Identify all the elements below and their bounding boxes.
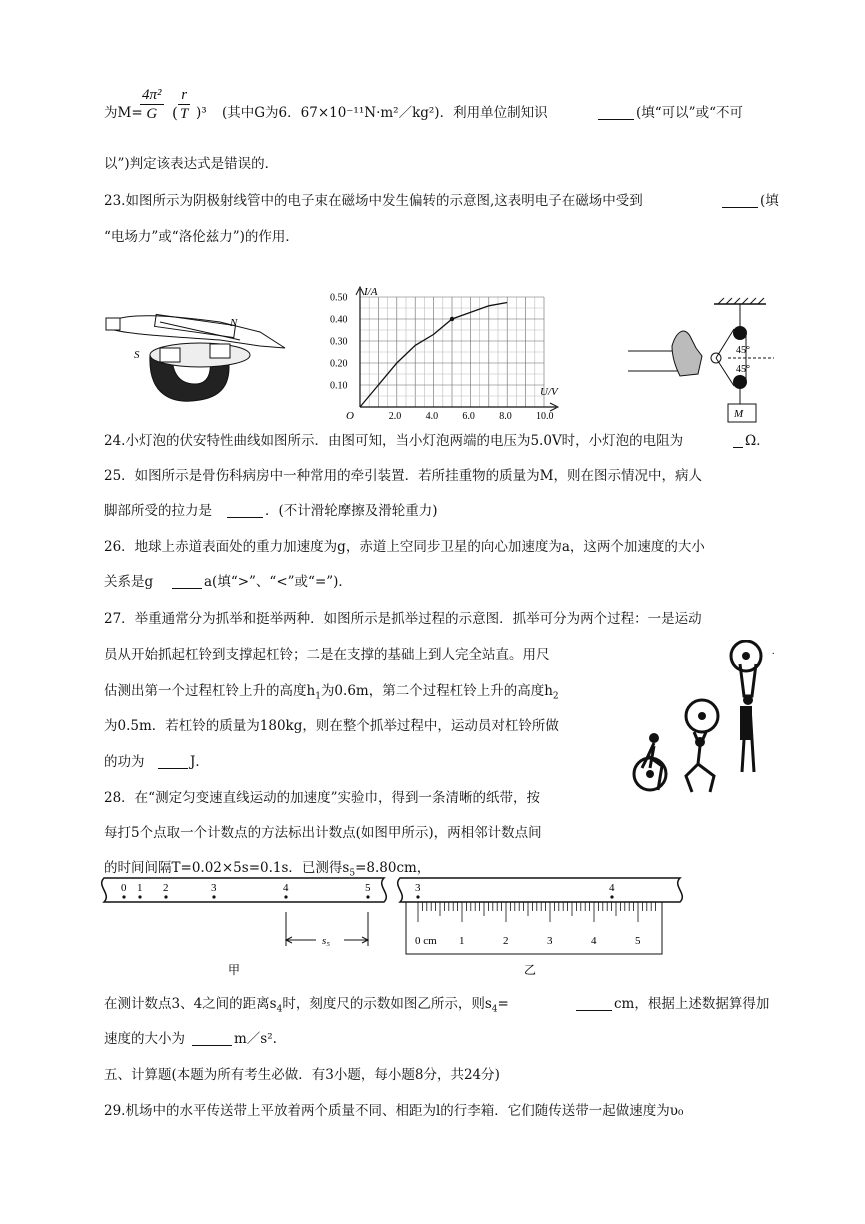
ruler-label: 0 cm (415, 935, 437, 947)
y-tick-labels (330, 293, 348, 392)
paper-tape-figure (100, 872, 790, 987)
tape-a-dot (122, 895, 125, 898)
tape-b-dot (416, 895, 419, 898)
q28-sub-s4: 4 (276, 1004, 283, 1015)
x-tick-label: 8.0 (499, 411, 512, 422)
label-n: N (230, 317, 238, 329)
iv-grid (360, 297, 544, 407)
q23-text-b: (填 (760, 193, 779, 209)
tape-a-dot (212, 895, 215, 898)
tape-a-dot (366, 895, 369, 898)
ruler-label: 4 (591, 935, 597, 947)
q27-text-5b: J． (190, 754, 209, 770)
s5-label: s₅ (322, 935, 331, 947)
q24-unit: Ω． (745, 433, 770, 449)
ruler-labels (415, 935, 641, 947)
formula-fraction (140, 86, 164, 123)
formula-fraction-2 (178, 86, 190, 123)
tape-a-point-label: 4 (283, 882, 289, 894)
label-s: S (134, 349, 140, 361)
formula-paren-open: ( (172, 104, 178, 122)
mass-label: M (734, 408, 744, 420)
tape-a-dot (138, 895, 141, 898)
q27-text-5a: 的功为 (104, 754, 145, 770)
y-axis-label: I/A (364, 286, 378, 298)
tape-b-dot (610, 895, 613, 898)
tape-a-point-label: 3 (211, 882, 217, 894)
q28-text-4 (104, 995, 509, 1019)
q27-sub1: 1 (315, 691, 321, 702)
q23-text: 23.如图所示为阴极射线管中的电子束在磁场中发生偏转的示意图,这表明电子在磁场中受到 (104, 193, 643, 209)
q22-answer-blank[interactable] (598, 106, 634, 120)
weightlifter-figure (628, 640, 778, 805)
q26-answer-blank[interactable] (172, 575, 202, 589)
ruler-label: 1 (459, 935, 465, 947)
formula-paren-close: )³ (196, 105, 207, 121)
x-tick-label: 10.0 (536, 411, 554, 422)
q28-text-4d: cm，根据上述数据算得加 (614, 996, 770, 1012)
q28-text-3a: 的时间间隔T=0.02×5s=0.1s．已测得s (104, 860, 350, 876)
q22-after: (其中G为6．67×10⁻¹¹N·m²／kg²)．利用单位制知识 (222, 105, 548, 121)
q27-text-3 (104, 682, 559, 706)
q28-text-5a: 速度的大小为 (104, 1031, 185, 1047)
y-tick-label: 0.10 (330, 380, 348, 392)
formula-numerator: 4π² (142, 87, 162, 103)
tape-a-point-label: 1 (137, 882, 143, 894)
q28-s4-answer-blank[interactable] (576, 997, 612, 1011)
formula-numerator-2: r (178, 86, 190, 105)
tape-a-point-label: 2 (163, 882, 169, 894)
traction-device-figure (628, 296, 778, 426)
q27-text-1: 27．举重通常分为抓举和挺举两种．如图所示是抓举过程的示意图．抓举可分为两个过程：一是运动 (104, 611, 702, 627)
q28-text-2: 每打5个点取一个计数点的方法标出计数点(如图甲所示)，两相邻计数点间 (104, 825, 542, 841)
cathode-tube-figure (100, 300, 290, 410)
tape-a (102, 878, 387, 902)
angle-top-label: 45° (736, 345, 750, 356)
q25-text-b: ．(不计滑轮摩擦及滑轮重力) (265, 503, 438, 519)
x-tick-labels (389, 411, 554, 422)
tape-b-point-label: 3 (415, 882, 421, 894)
origin-label: O (346, 410, 354, 422)
caption-yi: 乙 (524, 963, 537, 977)
q22-prefix: 为M= (104, 105, 143, 121)
q28-sub-s5: 5 (349, 868, 356, 879)
y-tick-label: 0.40 (330, 314, 348, 326)
q25-text-a: 脚部所受的拉力是 (104, 503, 212, 519)
q28-text-3b: =8.80cm， (355, 860, 431, 876)
q28-text-5b: m／s². (234, 1031, 277, 1047)
x-axis-label: U/V (540, 386, 558, 398)
q26-text-b: a(填“>”、“<”或“=”)． (204, 574, 352, 590)
x-tick-label: 4.0 (425, 411, 439, 422)
q28-text-4a: 在测计数点3、4之间的距离s (104, 996, 277, 1012)
caption-jia: 甲 (228, 963, 241, 977)
ruler-label: 3 (547, 935, 553, 947)
q28-text-1: 28．在“测定匀变速直线运动的加速度”实验巾，得到一条清晰的纸带，按 (104, 790, 540, 806)
tape-a-points (121, 882, 371, 899)
q28-text-4b: 时，刻度尺的示数如图乙所示，则s (282, 996, 492, 1012)
q23-answer-blank[interactable] (722, 194, 758, 208)
ruler-label: 5 (635, 935, 641, 947)
x-tick-label: 6.0 (462, 411, 475, 422)
decor-dot: . (772, 646, 775, 657)
angle-bottom-label: 45° (736, 364, 750, 375)
q26-text: 26．地球上赤道表面处的重力加速度为g，赤道上空同步卫星的向心加速度为a，这两个加速度的大小 (104, 539, 705, 555)
bottom-pulley (733, 375, 747, 389)
tape-b-points (415, 882, 615, 899)
q24-text: 24.小灯泡的伏安特性曲线如图所示．由图可知，当小灯泡两端的电压为5.0V时，小灯泡的电阻为 (104, 433, 684, 449)
y-tick-label: 0.50 (330, 292, 348, 304)
q27-text-2: 员从开始抓起杠铃到支撑起杠铃；二是在支撑的基础上到人完全站直。用尺 (104, 647, 550, 663)
y-tick-label: 0.30 (330, 336, 348, 348)
y-tick-label: 0.20 (330, 358, 348, 370)
q28-sub-s4b: 4 (491, 1004, 498, 1015)
tape-b (398, 878, 683, 902)
q22-tail: (填“可以”或“不可 (636, 105, 743, 121)
q23-line2-text: “电场力”或“洛伦兹力”)的作用． (104, 229, 299, 245)
q29-text: 29.机场中的水平传送带上平放着两个质量不同、相距为l的行李箱．它们随传送带一起做速度为υ₀ (104, 1103, 684, 1119)
q26-text-a: 关系是g (104, 574, 154, 590)
q25-answer-blank[interactable] (227, 504, 263, 518)
q28-accel-answer-blank[interactable] (192, 1032, 232, 1046)
x-tick-label: 2.0 (388, 411, 402, 422)
q27-answer-blank[interactable] (158, 755, 188, 769)
q27-sub2: 2 (552, 691, 559, 702)
tape-a-point-label: 0 (121, 882, 127, 894)
q25-text: 25．如图所示是骨伤科病房中一种常用的牵引装置．若所挂重物的质量为M，则在图示情况中，病人 (104, 468, 702, 484)
q27-text-3a: 估测出第一个过程杠铃上升的高度h (104, 683, 316, 699)
iv-marked-point (450, 317, 454, 321)
ruler-ticks (418, 902, 656, 922)
section5-heading-text: 五、计算题(本题为所有考生必做．有3小题，每小题8分，共24分) (104, 1067, 500, 1083)
tape-b-point-label: 4 (609, 882, 615, 894)
ruler-label: 2 (503, 935, 509, 947)
tape-a-dot (164, 895, 167, 898)
tape-a-dot (284, 895, 287, 898)
q28-text-4c: = (497, 996, 509, 1012)
q24-answer-blank[interactable] (733, 434, 743, 448)
top-pulley (733, 326, 747, 340)
q22-line2-text: 以”)判定该表达式是错误的． (104, 156, 279, 172)
formula-denominator: G (146, 106, 158, 122)
tape-a-point-label: 5 (365, 882, 371, 894)
q27-text-4: 为0.5m．若杠铃的质量为180kg，则在整个抓举过程中，运动员对杠铃所做 (104, 718, 559, 734)
q27-text-3b: 为0.6m，第二个过程杠铃上升的高度h (320, 683, 553, 699)
formula-denominator-2: T (180, 106, 189, 122)
iv-curve-chart (318, 283, 563, 423)
